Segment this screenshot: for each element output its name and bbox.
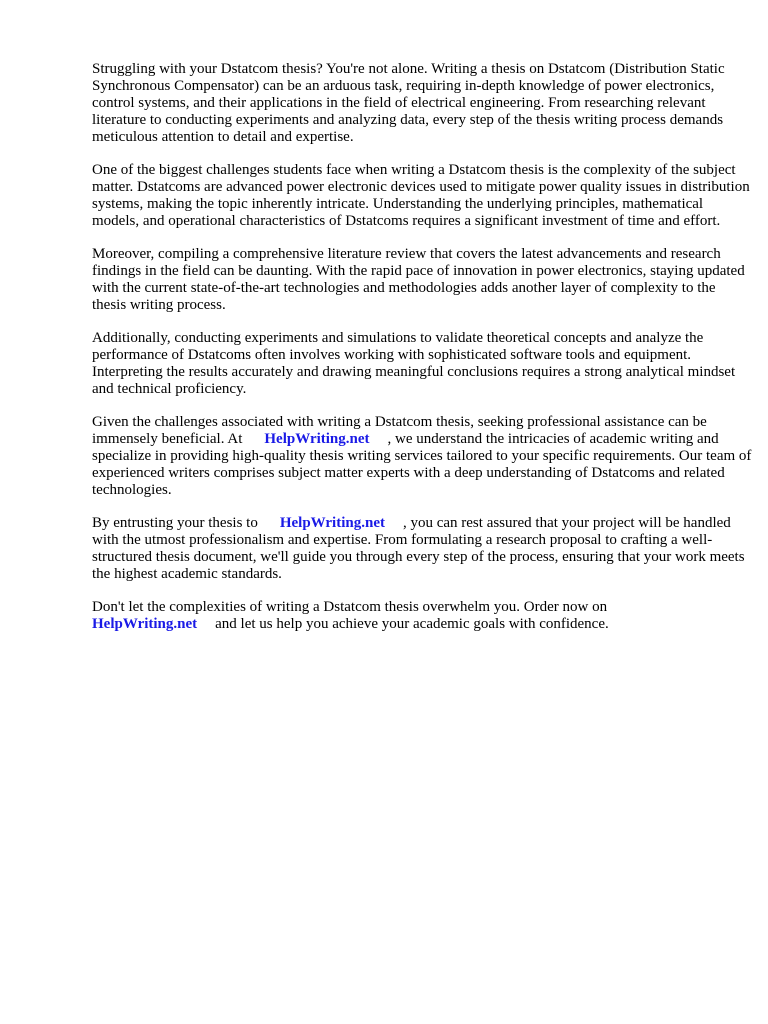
- paragraph-entrusting-text-before: By entrusting your thesis to: [92, 515, 258, 531]
- paragraph-assistance-text-after: , we understand the intricacies of academic writing and specialize in providing high-quality thesis writing services tailored to your specific requirements. Our team of experienced writers comprises subject matter experts with a deep understanding of Dstatcoms and related technologies.: [92, 431, 752, 498]
- paragraph-literature-review: [92, 246, 752, 314]
- paragraph-challenges-text: One of the biggest challenges students face when writing a Dstatcom thesis is the complexity of the subject matter. Dstatcoms are advanced power electronic devices used to mitigate power quality issues in distribution systems, making the topic inherently intricate. Understanding the underlying principles, mathematical models, and operational characteristics of Dstatcoms requires a significant investment of time and effort.: [92, 162, 750, 229]
- paragraph-experiments: [92, 330, 752, 398]
- paragraph-call-to-action: [92, 599, 752, 633]
- paragraph-experiments-text: Additionally, conducting experiments and simulations to validate theoretical concepts and analyze the performance of Dstatcoms often involves working with sophisticated software tools and equipment. Interpreting the results accurately and drawing meaningful conclusions requires a strong analytical mindset and technical proficiency.: [92, 330, 736, 397]
- paragraph-assistance-text-before: Given the challenges associated with writing a Dstatcom thesis, seeking professional assistance can be immensely beneficial. At: [92, 414, 707, 447]
- paragraph-literature-review-text: Moreover, compiling a comprehensive literature review that covers the latest advancements and research findings in the field can be daunting. With the rapid pace of innovation in power electronics, staying updated with the current state-of-the-art technologies and methodologies adds another layer of complexity to the thesis writing process.: [92, 246, 745, 313]
- paragraph-intro-text: Struggling with your Dstatcom thesis? You're not alone. Writing a thesis on Dstatcom (Distribution Static Synchronous Compensator) can be an arduous task, requiring in-depth knowledge of power electronics, control systems, and their applications in the field of electrical engineering. From researching relevant literature to conducting experiments and analyzing data, every step of the thesis writing process demands meticulous attention to detail and expertise.: [92, 61, 725, 145]
- document-body: [92, 61, 752, 649]
- paragraph-call-to-action-text-before: Don't let the complexities of writing a Dstatcom thesis overwhelm you. Order now on: [92, 599, 608, 615]
- helpwriting-link-3[interactable]: HelpWriting.net: [92, 616, 198, 632]
- paragraph-call-to-action-text-after: and let us help you achieve your academic goals with confidence.: [215, 616, 609, 632]
- paragraph-entrusting-text-after: , you can rest assured that your project will be handled with the utmost professionalism and expertise. From formulating a research proposal to crafting a well-structured thesis document, we'll guide you through every step of the process, ensuring that your work meets the highest academic standards.: [92, 515, 745, 582]
- paragraph-assistance: [92, 414, 752, 499]
- paragraph-entrusting: [92, 515, 752, 583]
- paragraph-challenges: [92, 162, 752, 230]
- helpwriting-link-2[interactable]: HelpWriting.net: [279, 515, 385, 531]
- paragraph-intro: [92, 61, 752, 146]
- helpwriting-link-1[interactable]: HelpWriting.net: [264, 431, 370, 447]
